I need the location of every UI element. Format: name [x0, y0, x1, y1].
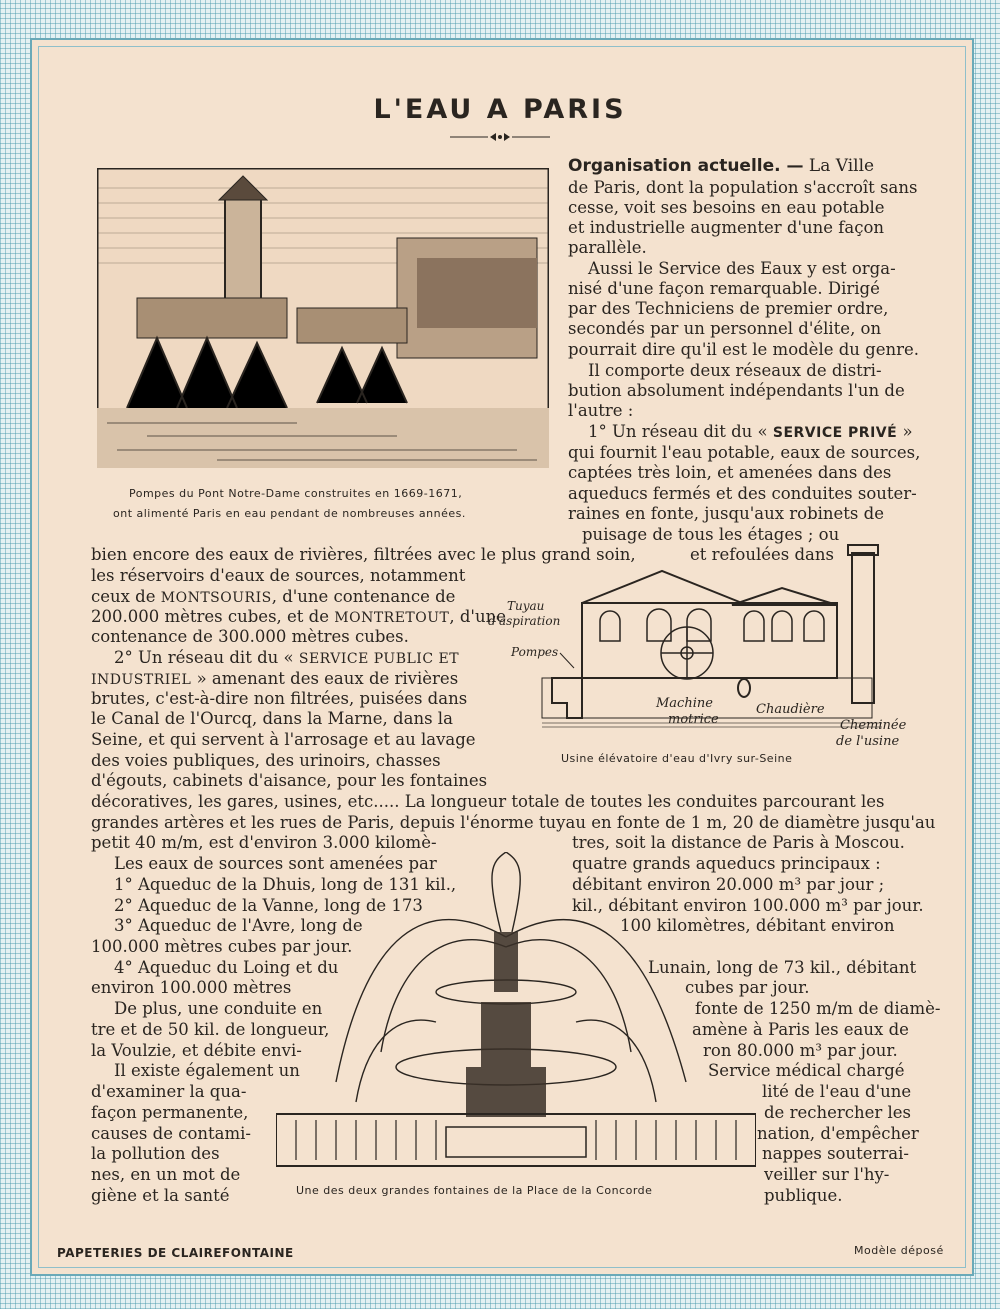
- body-line-r07: nisé d'une façon remarquable. Dirigé: [568, 279, 880, 298]
- label-chaudiere: Chaudière: [756, 702, 825, 717]
- body-line-r14: 1° Un réseau dit du « SERVICE PRIVÉ »: [588, 422, 913, 441]
- body-line-b08: amène à Paris les eaux de: [692, 1020, 909, 1039]
- pumps-engraving: [97, 168, 549, 468]
- body-line-b09: ron 80.000 m³ par jour.: [703, 1041, 898, 1060]
- label-pompes: Pompes: [511, 645, 559, 659]
- body-line-r01: Organisation actuelle. — La Ville: [568, 156, 875, 176]
- body-line-l11: des voies publiques, des urinoirs, chasses: [91, 751, 441, 770]
- body-line-b06: cubes par jour.: [685, 978, 810, 997]
- body-line-r03: cesse, voit ses besoins en eau potable: [568, 198, 885, 217]
- body-line-a02: 1° Aqueduc de la Dhuis, long de 131 kil.,: [114, 875, 457, 894]
- body-line-b15: veiller sur l'hy-: [764, 1165, 890, 1184]
- body-line-a14: causes de contami-: [91, 1124, 251, 1143]
- body-line-b16: publique.: [764, 1186, 843, 1205]
- label-tuyau-1: Tuyau: [507, 599, 545, 613]
- body-line-r05: parallèle.: [568, 238, 647, 257]
- body-line-b12: de rechercher les: [764, 1103, 912, 1122]
- body-line-l12: d'égouts, cabinets d'aisance, pour les fontaines: [91, 771, 488, 790]
- body-line-b10: Service médical chargé: [708, 1061, 905, 1080]
- body-line-l05: contenance de 300.000 mètres cubes.: [91, 627, 409, 646]
- body-line-b05: Lunain, long de 73 kil., débitant: [648, 958, 917, 977]
- body-line-b14: nappes souterrai-: [762, 1144, 909, 1163]
- body-line-r19: puisage de tous les étages ; ou: [582, 525, 840, 544]
- body-line-a16: nes, en un mot de: [91, 1165, 241, 1184]
- body-line-b03: kil., débitant environ 100.000 m³ par jour.: [572, 896, 924, 915]
- body-line-r04: et industrielle augmenter d'une façon: [568, 218, 885, 237]
- body-line-a04: 3° Aqueduc de l'Avre, long de: [114, 916, 363, 935]
- body-line-f01a: bien encore des eaux de rivières, filtrées avec le plus grand soin,: [91, 545, 636, 564]
- body-line-l02: les réservoirs d'eaux de sources, notamment: [91, 566, 466, 585]
- fountain-caption: Une des deux grandes fontaines de la Place de la Concorde: [296, 1184, 653, 1197]
- body-line-r18: raines en fonte, jusqu'aux robinets de: [568, 504, 884, 523]
- body-line-a13: façon permanente,: [91, 1103, 249, 1122]
- body-line-a17: giène et la santé: [91, 1186, 230, 1205]
- body-line-a07: environ 100.000 mètres: [91, 978, 292, 997]
- body-line-b01: quatre grands aqueducs principaux :: [572, 854, 881, 873]
- body-line-r02: de Paris, dont la population s'accroît sans: [568, 178, 918, 197]
- body-line-r11: Il comporte deux réseaux de distri-: [588, 361, 882, 380]
- body-line-l07: INDUSTRIEL » amenant des eaux de rivières: [91, 669, 459, 688]
- body-line-r12: bution absolument indépendants l'un de: [568, 381, 905, 400]
- body-line-l03: ceux de MONTSOURIS, d'une contenance de: [91, 587, 456, 606]
- body-line-a08: De plus, une conduite en: [114, 999, 323, 1018]
- body-line-r17: aqueducs fermés et des conduites souter-: [568, 484, 917, 503]
- body-line-l10: Seine, et qui servent à l'arrosage et au lavage: [91, 730, 476, 749]
- body-line-a10: la Voulzie, et débite envi-: [91, 1041, 302, 1060]
- body-line-b02: débitant environ 20.000 m³ par jour ;: [572, 875, 885, 894]
- pumps-caption-line2: ont alimenté Paris en eau pendant de nombreuses années.: [113, 507, 466, 520]
- body-line-r10: pourrait dire qu'il est le modèle du genre.: [568, 340, 920, 359]
- body-line-a15: la pollution des: [91, 1144, 220, 1163]
- label-machine-2: motrice: [668, 712, 719, 727]
- label-cheminee-1: Cheminée: [840, 718, 907, 733]
- body-line-f15b: tres, soit la distance de Paris à Moscou.: [572, 833, 905, 852]
- body-line-r09: secondés par un personnel d'élite, on: [568, 319, 882, 338]
- body-line-b04: 100 kilomètres, débitant environ: [620, 916, 895, 935]
- body-line-a12: d'examiner la qua-: [91, 1082, 247, 1101]
- body-line-r13: l'autre :: [568, 401, 634, 420]
- body-line-l08: brutes, c'est-à-dire non filtrées, puisées dans: [91, 689, 468, 708]
- page-title: L'EAU A PARIS: [373, 94, 627, 125]
- body-line-a09: tre et de 50 kil. de longueur,: [91, 1020, 330, 1039]
- label-cheminee-2: de l'usine: [836, 734, 900, 749]
- body-line-r08: par des Techniciens de premier ordre,: [568, 299, 889, 318]
- body-line-b11: lité de l'eau d'une: [762, 1082, 912, 1101]
- body-line-f01b: et refoulées dans: [690, 545, 834, 564]
- body-line-r16: captées très loin, et amenées dans des: [568, 463, 892, 482]
- body-line-a06: 4° Aqueduc du Loing et du: [114, 958, 339, 977]
- body-line-r06: Aussi le Service des Eaux y est orga-: [588, 259, 896, 278]
- fountain-engraving: [276, 852, 756, 1172]
- body-line-a01: Les eaux de sources sont amenées par: [114, 854, 437, 873]
- label-tuyau-2: d'aspiration: [488, 614, 561, 628]
- label-machine-1: Machine: [656, 696, 713, 711]
- body-line-a03: 2° Aqueduc de la Vanne, long de 173: [114, 896, 423, 915]
- body-line-b07: fonte de 1250 m/m de diamè-: [695, 999, 941, 1018]
- body-line-a05: 100.000 mètres cubes par jour.: [91, 937, 353, 956]
- body-line-b13: nation, d'empêcher: [757, 1124, 919, 1143]
- body-line-l06: 2° Un réseau dit du « SERVICE PUBLIC ET: [114, 648, 460, 667]
- factory-caption: Usine élévatoire d'eau d'Ivry sur-Seine: [561, 752, 793, 765]
- body-line-f14: grandes artères et les rues de Paris, depuis l'énorme tuyau en fonte de 1 m, 20 de diamètre jusqu'au: [91, 813, 936, 832]
- body-line-l09: le Canal de l'Ourcq, dans la Marne, dans la: [91, 709, 453, 728]
- title-ornament: [450, 130, 550, 144]
- publisher-name: PAPETERIES DE CLAIREFONTAINE: [57, 1246, 294, 1260]
- body-line-r15: qui fournit l'eau potable, eaux de sources,: [568, 443, 921, 462]
- body-line-a11: Il existe également un: [114, 1061, 300, 1080]
- body-line-f15a: petit 40 m/m, est d'environ 3.000 kilomè-: [91, 833, 437, 852]
- body-line-f13: décoratives, les gares, usines, etc..... La longueur totale de toutes les conduites parcourant les: [91, 792, 885, 811]
- pumps-caption-line1: Pompes du Pont Notre-Dame construites en 1669-1671,: [129, 487, 463, 500]
- model-notice: Modèle déposé: [854, 1244, 944, 1257]
- body-line-l04: 200.000 mètres cubes, et de MONTRETOUT, d'une: [91, 607, 506, 626]
